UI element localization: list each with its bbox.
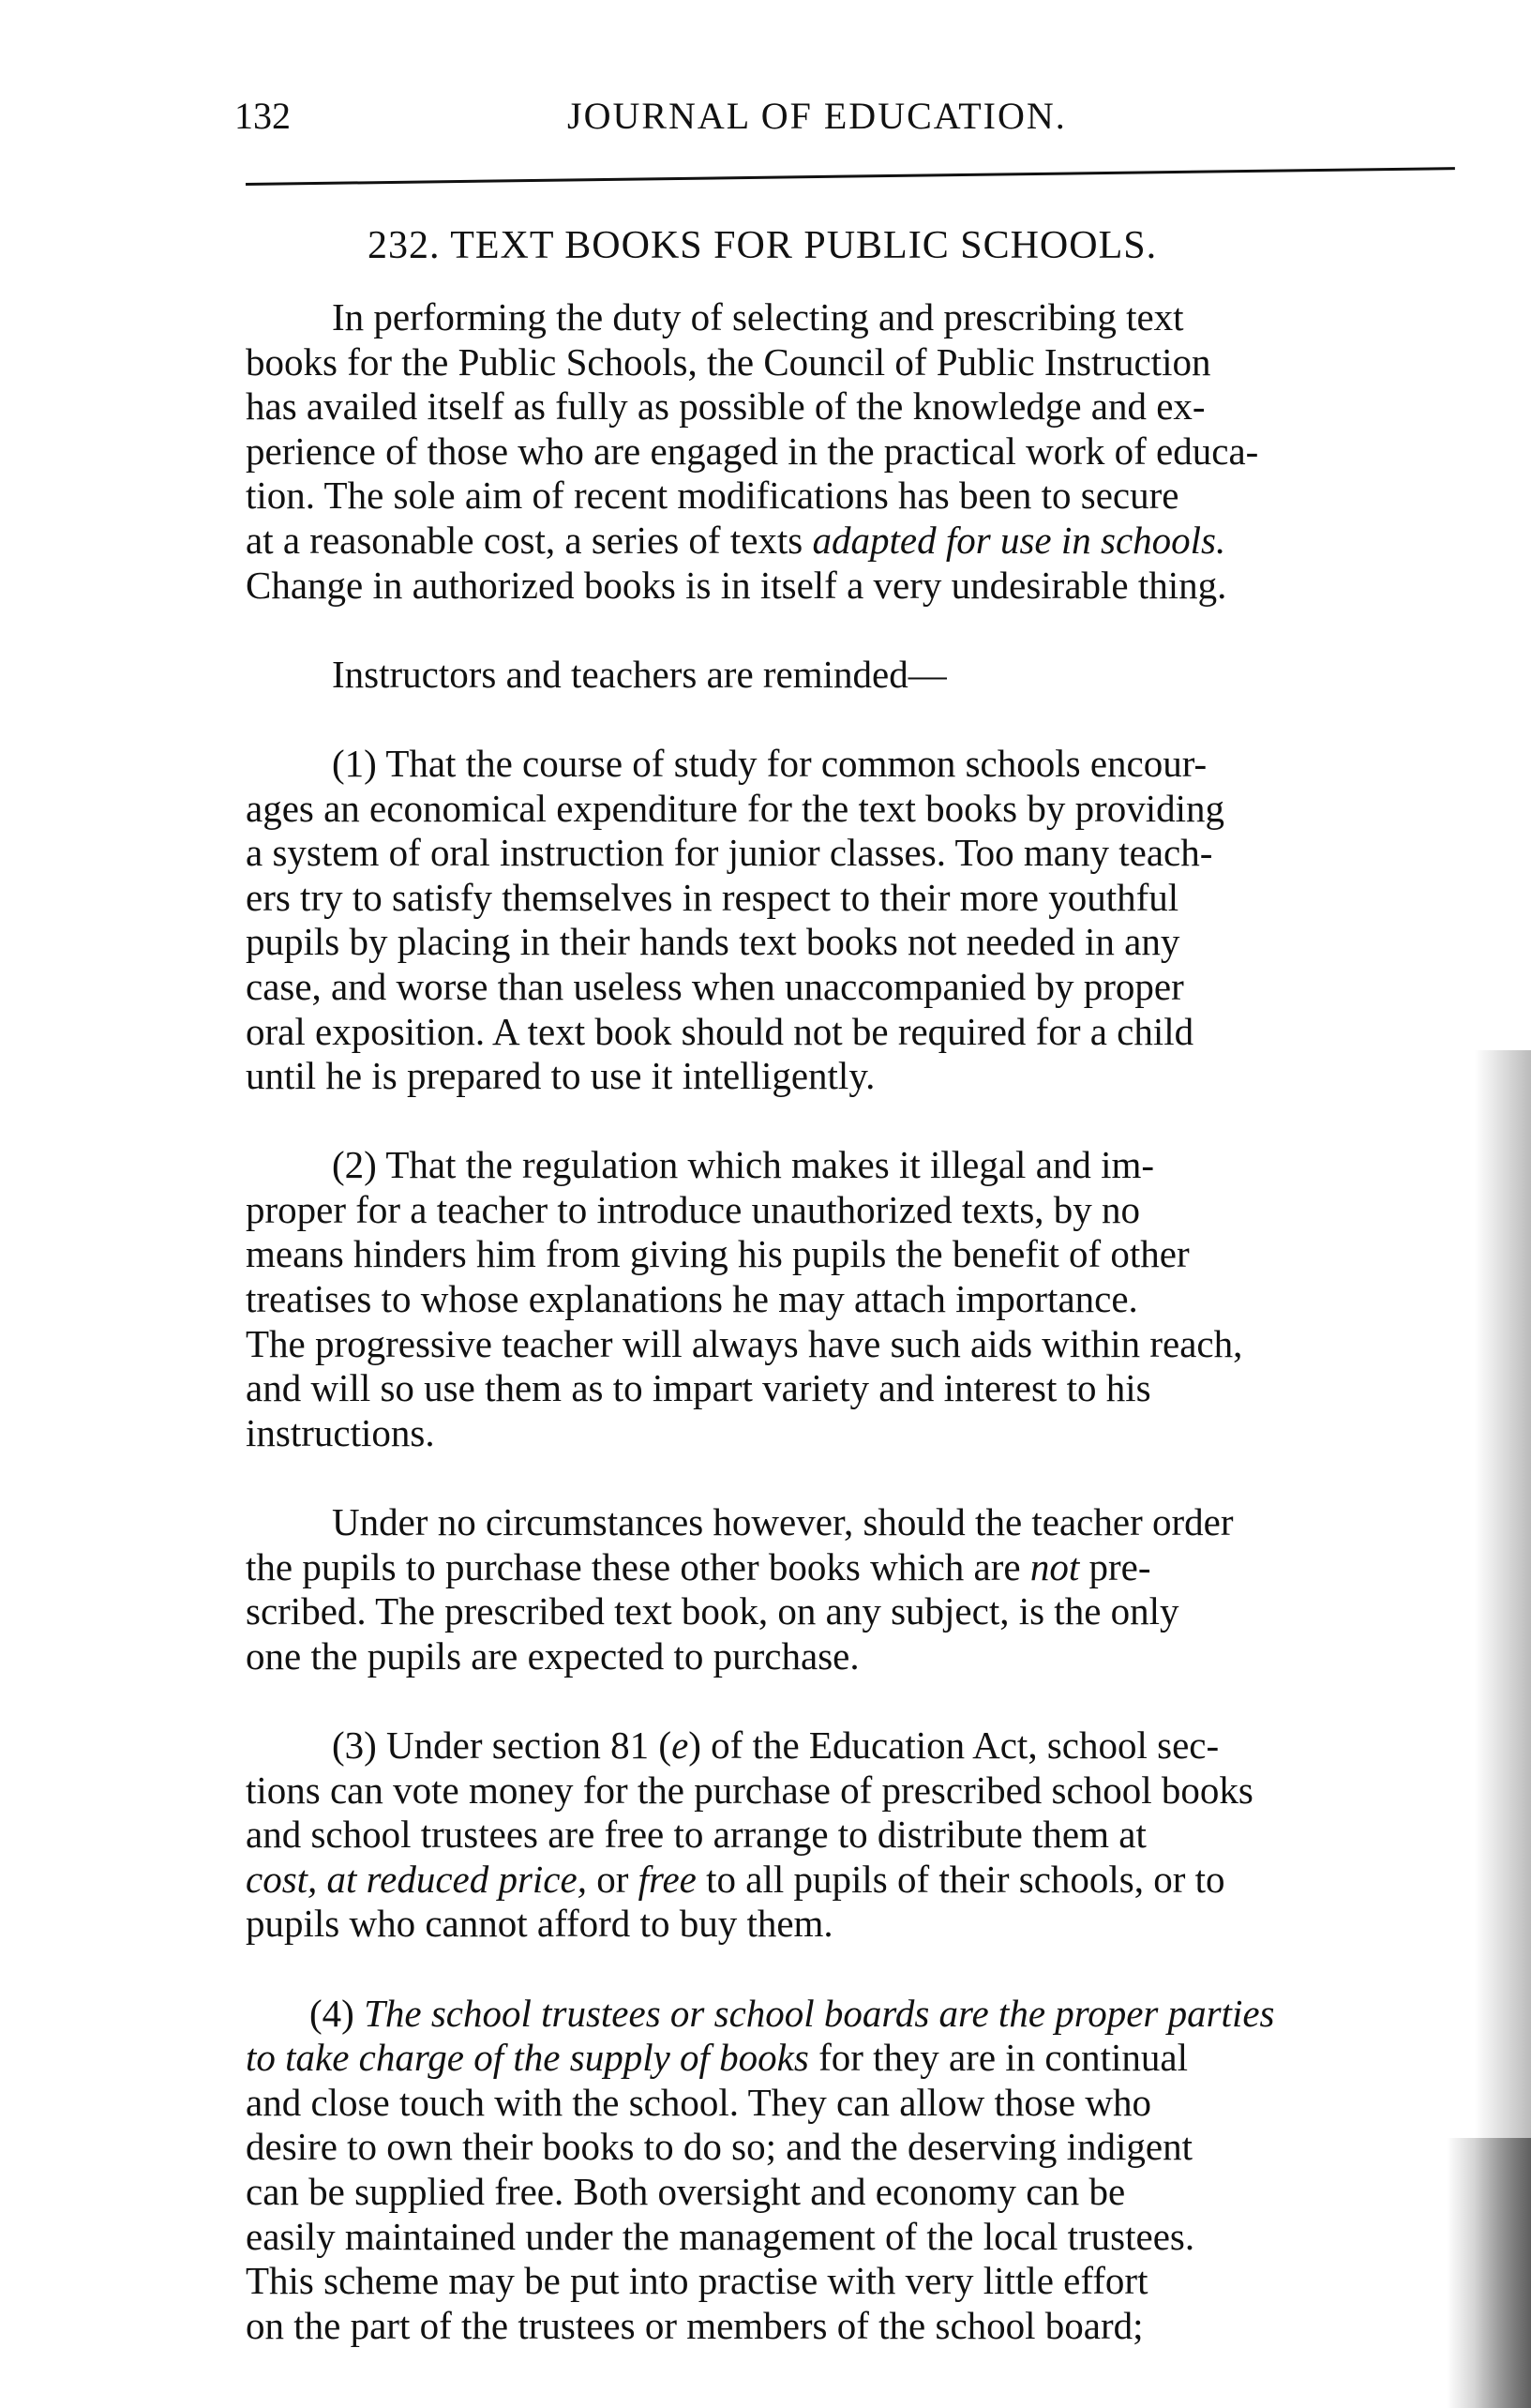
point-1-paragraph (246, 742, 1464, 1099)
text-line: oral exposition. A text book should not be required for a child (246, 1009, 1194, 1053)
body-text (246, 295, 1464, 2348)
text-line: scribed. The prescribed text book, on any subject, is the only (246, 1589, 1179, 1633)
text-line: cost, at reduced price, or free to all pupils of their schools, or to (246, 1857, 1225, 1901)
text-line: ages an economical expenditure for the text books by providing (246, 786, 1225, 830)
text-line: one the pupils are expected to purchase. (246, 1633, 860, 1678)
text-line: (2) That the regulation which makes it illegal and im- (332, 1143, 1155, 1187)
text-line: This scheme may be put into practise with very little effort (246, 2259, 1148, 2303)
text-line: means hinders him from giving his pupils the benefit of other (246, 1232, 1190, 1276)
page-corner-shadow (1447, 2138, 1531, 2408)
intro-paragraph (246, 295, 1464, 608)
text-line: (3) Under section 81 (e) of the Education Act, school sec- (332, 1723, 1220, 1767)
text-line: case, and worse than useless when unaccompanied by proper (246, 964, 1184, 1008)
running-title: JOURNAL OF EDUCATION. (567, 95, 1067, 137)
point-2-paragraph (246, 1143, 1464, 1455)
text-line: Instructors and teachers are reminded— (332, 652, 947, 696)
text-line: and will so use them as to impart variety and interest to his (246, 1366, 1151, 1410)
text-line: on the part of the trustees or members of the school board; (246, 2303, 1144, 2347)
text-line: has availed itself as fully as possible of the knowledge and ex- (246, 384, 1206, 429)
text-line: perience of those who are engaged in the practical work of educa- (246, 429, 1259, 473)
text-line: tion. The sole aim of recent modifications has been to secure (246, 474, 1179, 518)
text-line: instructions. (246, 1410, 435, 1454)
header-rule (246, 167, 1455, 186)
point-3-paragraph (246, 1723, 1464, 1947)
page-header (234, 94, 1453, 150)
page-number: 132 (234, 95, 291, 137)
text-line: until he is prepared to use it intelligently. (246, 1054, 876, 1098)
text-line: desire to own their books to do so; and the deserving indigent (246, 2125, 1193, 2169)
reminder-paragraph (246, 653, 1464, 698)
text-line: The progressive teacher will always have such aids within reach, (246, 1321, 1243, 1365)
text-line: ers try to satisfy themselves in respect to their more youthful (246, 875, 1179, 919)
text-line: can be supplied free. Both oversight and economy can be (246, 2169, 1126, 2213)
text-line: treatises to whose explanations he may attach importance. (246, 1277, 1138, 1321)
text-line: In performing the duty of selecting and prescribing text (332, 295, 1184, 339)
text-line: Change in authorized books is in itself a very undesirable thing. (246, 563, 1227, 607)
text-line: books for the Public Schools, the Council of Public Instruction (246, 339, 1211, 384)
section-title: 232. TEXT BOOKS FOR PUBLIC SCHOOLS. (368, 224, 1158, 267)
text-line: to take charge of the supply of books for they are in continual (246, 2036, 1188, 2080)
text-line: the pupils to purchase these other books which are not pre- (246, 1544, 1151, 1588)
text-line: Under no circumstances however, should the teacher order (332, 1500, 1234, 1544)
text-line: (4) The school trustees or school boards are the proper parties (309, 1991, 1275, 2035)
text-line: easily maintained under the management of the local trustees. (246, 2214, 1195, 2258)
text-line: and close touch with the school. They can allow those who (246, 2080, 1151, 2124)
text-line: and school trustees are free to arrange to distribute them at (246, 1813, 1147, 1857)
circumstances-paragraph (246, 1500, 1464, 1678)
text-line: at a reasonable cost, a series of texts adapted for use in schools. (246, 518, 1226, 562)
text-line: a system of oral instruction for junior classes. Too many teach- (246, 831, 1213, 875)
point-4-paragraph (246, 1992, 1464, 2349)
text-line: pupils who cannot afford to buy them. (246, 1902, 833, 1946)
text-line: pupils by placing in their hands text books not needed in any (246, 920, 1180, 964)
text-line: (1) That the course of study for common schools encour- (332, 741, 1208, 785)
text-line: proper for a teacher to introduce unauthorized texts, by no (246, 1187, 1141, 1231)
text-line: tions can vote money for the purchase of prescribed school books (246, 1768, 1253, 1812)
